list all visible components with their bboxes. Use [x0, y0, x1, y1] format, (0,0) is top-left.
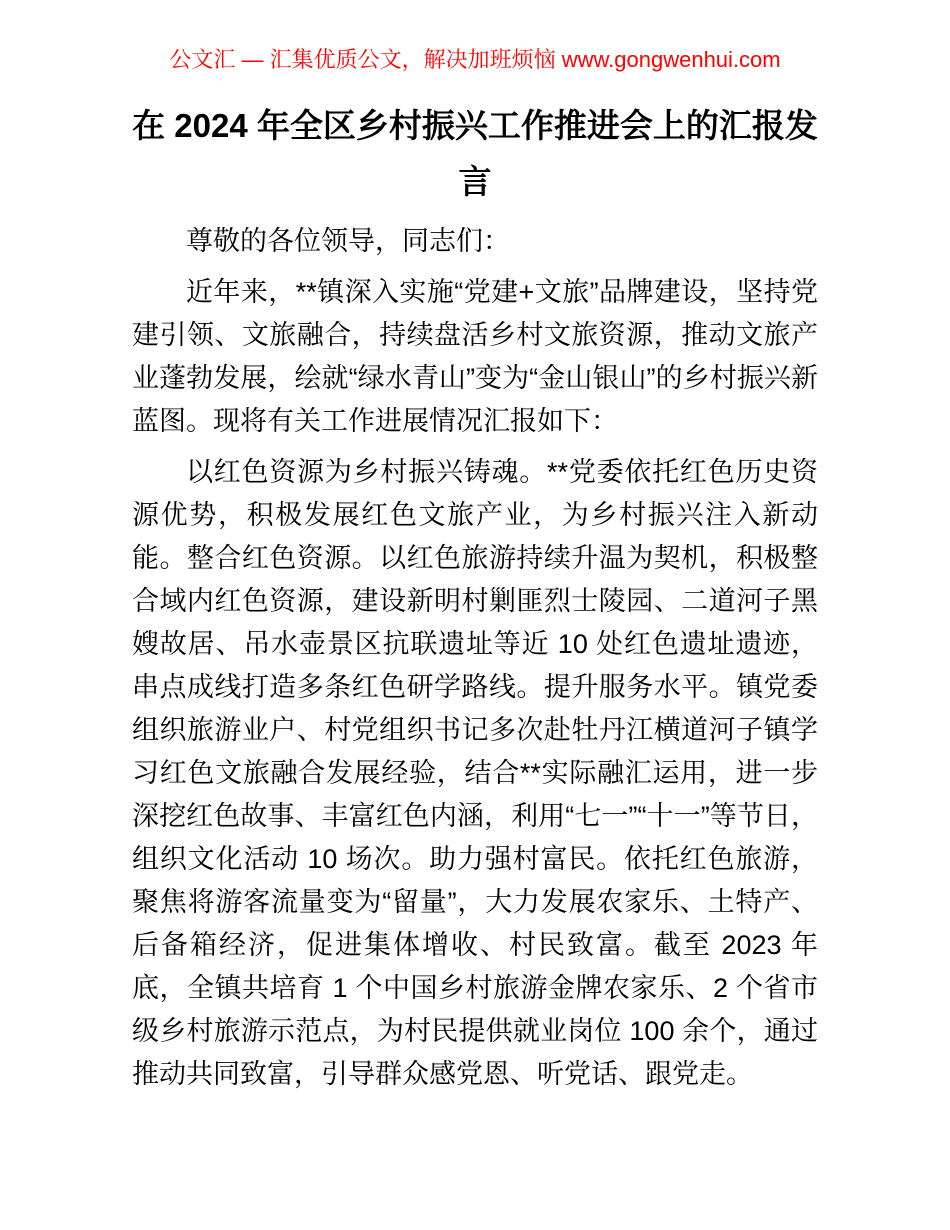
- document-body: [132, 220, 818, 1096]
- document-title: 在 2024 年全区乡村振兴工作推进会上的汇报发言: [132, 107, 818, 200]
- intro-paragraph: 近年来，**镇深入实施“党建+文旅”品牌建设，坚持党建引领、文旅融合，持续盘活乡村文旅资源，推动文旅产业蓬勃发展，绘就“绿水青山”变为“金山银山”的乡村振兴新蓝图。现将有关工作进展情况汇报如下：: [132, 277, 818, 436]
- document-content: [132, 46, 818, 1096]
- site-watermark-banner: [132, 46, 818, 74]
- main-body-paragraph: 以红色资源为乡村振兴铸魂。**党委依托红色历史资源优势，积极发展红色文旅产业，为乡村振兴注入新动能。整合红色资源。以红色旅游持续升温为契机，积极整合域内红色资源，建设新明村剿匪烈士陵园、二道河子黑嫂故居、吊水壶景区抗联遗址等近 10 处红色遗址遗迹，串点成线打造多条红色研学路线。提升服务水平。镇党委组织旅游业户、村党组织书记多次赴牡丹江横道河子镇学习红色文旅融合发展经验，结合**实际融汇运用，进一步深挖红色故事、丰富红色内涵，利用“七一”“十一”等节日，组织文化活动 10 场次。助力强村富民。依托红色旅游，聚焦将游客流量变为“留量”，大力发展农家乐、土特产、后备箱经济，促进集体增收、村民致富。截至 2023 年底，全镇共培育 1 个中国乡村旅游金牌农家乐、2 个省市级乡村旅游示范点，为村民提供就业岗位 100 余个，通过推动共同致富，引导群众感党恩、听党话、跟党走。: [132, 457, 818, 1089]
- site-watermark-text: 公文汇 — 汇集优质公文，解决加班烦恼 www.gongwenhui.com: [169, 47, 781, 72]
- salutation-paragraph: 尊敬的各位领导，同志们：: [186, 226, 510, 256]
